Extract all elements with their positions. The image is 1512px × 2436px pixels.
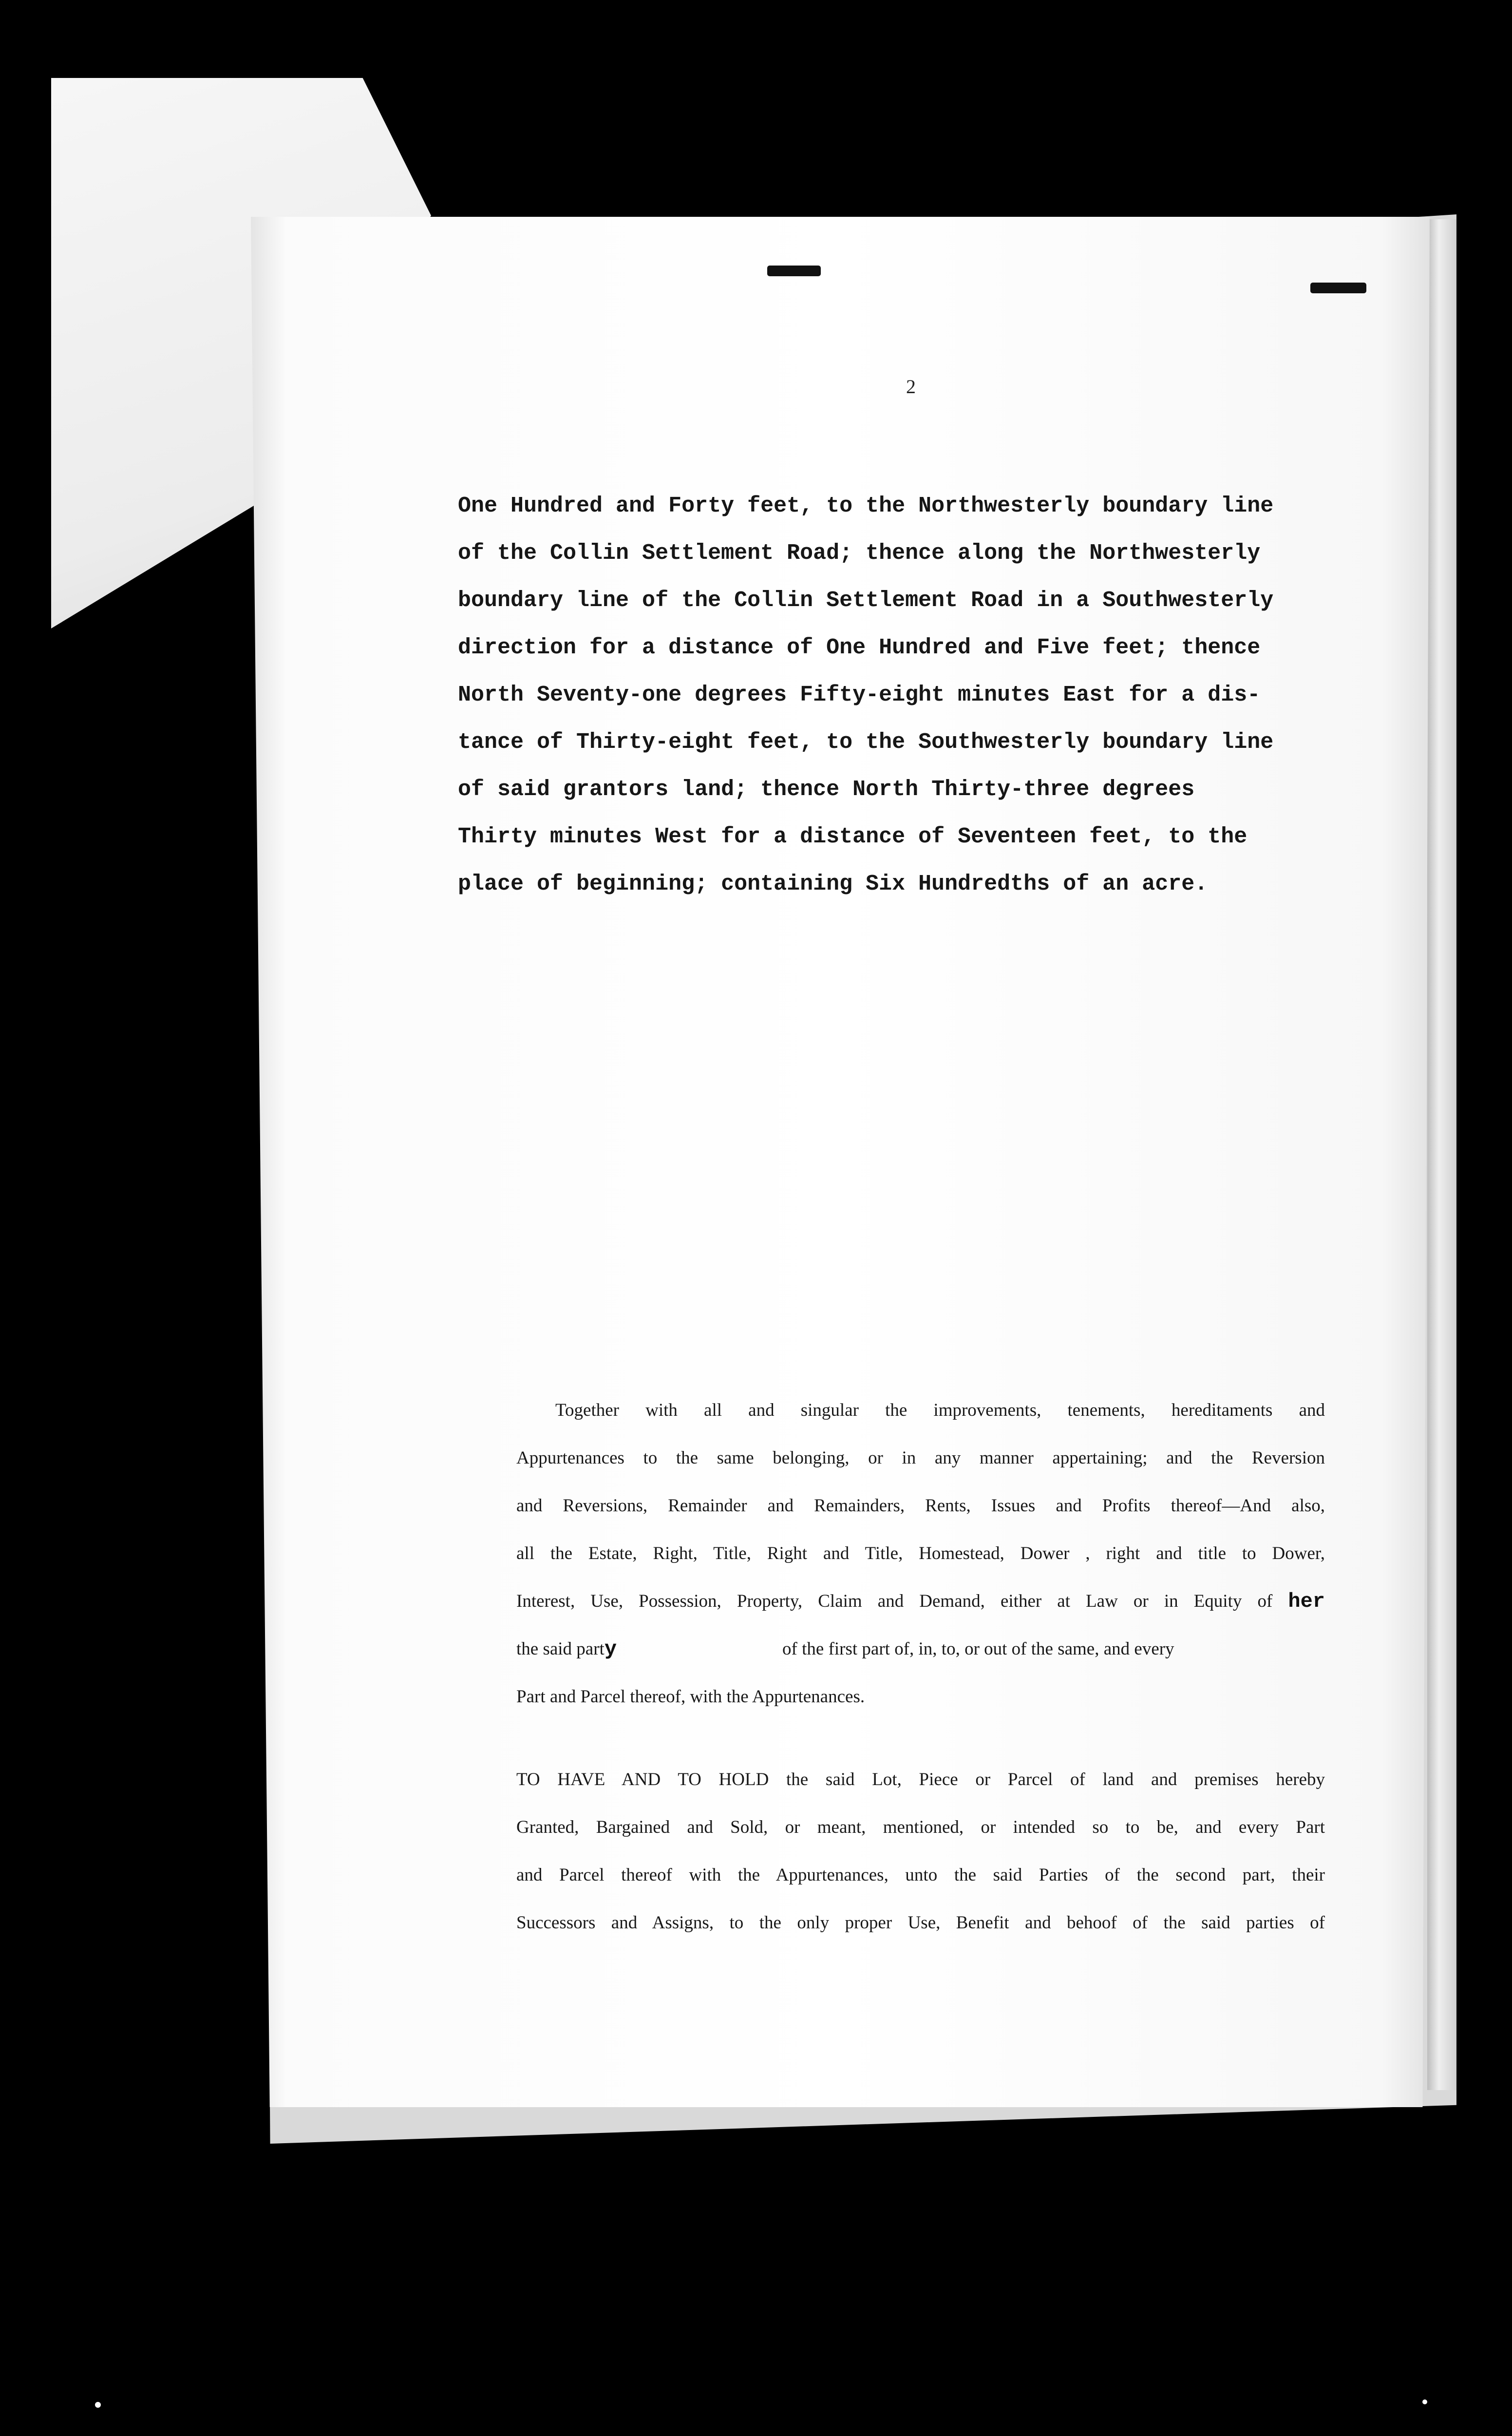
clause-line: all the Estate, Right, Title, Right and Title, Homestead, Dower , right and title to Dower,	[516, 1543, 1325, 1563]
typed-line: place of beginning; containing Six Hundredths of an acre.	[458, 872, 1208, 896]
clause-line: Together with all and singular the improvements, tenements, hereditaments and	[555, 1400, 1325, 1420]
typed-line: direction for a distance of One Hundred and Five feet; thence	[458, 635, 1261, 660]
clause-text: the said part	[516, 1639, 605, 1659]
clause-line: Successors and Assigns, to the only proper Use, Benefit and behoof of the said parties of	[516, 1913, 1325, 1933]
page-stack-edge	[1427, 219, 1456, 2090]
scan-speck	[1422, 2399, 1427, 2404]
clause-text: Interest, Use, Possession, Property, Claim and Demand, either at Law or in Equity of	[516, 1591, 1273, 1611]
clause-line: TO HAVE AND TO HOLD the said Lot, Piece or Parcel of land and premises hereby	[516, 1770, 1325, 1789]
clause-line	[516, 1578, 1325, 1625]
scan-speck	[95, 2402, 101, 2408]
clause-line: Part and Parcel thereof, with the Appurtenances.	[516, 1687, 865, 1707]
habendum-clause	[516, 1756, 1325, 1947]
typed-fill-in: her	[1288, 1590, 1325, 1613]
together-with-clause	[516, 1387, 1325, 1721]
typed-line: North Seventy-one degrees Fifty-eight minutes East for a dis-	[458, 683, 1261, 707]
typed-fill-in: y	[604, 1637, 617, 1661]
clause-line	[516, 1625, 1325, 1673]
typed-line: of said grantors land; thence North Thirty-three degrees	[458, 777, 1195, 802]
clause-line: Appurtenances to the same belonging, or in any manner appertaining; and the Reversion	[516, 1448, 1325, 1468]
typed-line: One Hundred and Forty feet, to the Northwesterly boundary line	[458, 494, 1274, 518]
clause-text: of the first part of, in, to, or out of the same, and every	[782, 1639, 1174, 1659]
staple-mark	[1310, 283, 1366, 293]
typed-line: Thirty minutes West for a distance of Seventeen feet, to the	[458, 824, 1247, 849]
staple-mark	[767, 266, 821, 276]
typed-line: tance of Thirty-eight feet, to the Southwesterly boundary line	[458, 730, 1274, 755]
clause-line: and Reversions, Remainder and Remainders, Rents, Issues and Profits thereof—And also,	[516, 1496, 1325, 1516]
clause-line: and Parcel thereof with the Appurtenances, unto the said Parties of the second part, their	[516, 1865, 1325, 1885]
typed-legal-description	[458, 482, 1349, 908]
typed-line: of the Collin Settlement Road; thence along the Northwesterly	[458, 541, 1261, 566]
clause-line: Granted, Bargained and Sold, or meant, mentioned, or intended so to be, and every Part	[516, 1817, 1325, 1837]
page-number: 2	[906, 376, 916, 398]
typed-line: boundary line of the Collin Settlement Road in a Southwesterly	[458, 588, 1274, 613]
